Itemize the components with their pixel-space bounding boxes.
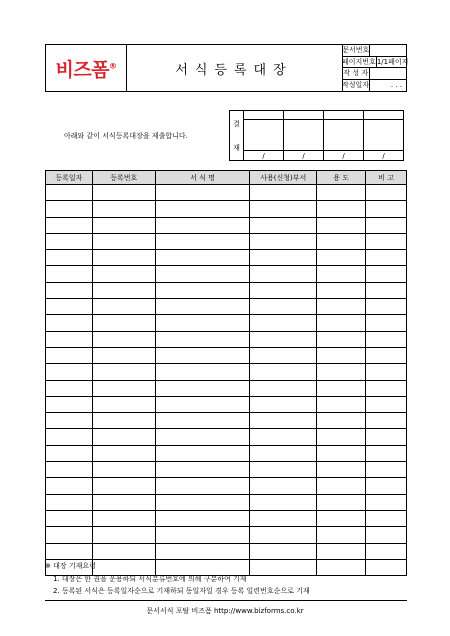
register-header-row: [46, 171, 407, 185]
footer-text: 문서서식 포탈 비즈폼 http://www.bizforms.co.kr: [146, 607, 304, 615]
table-cell: [92, 217, 155, 233]
table-cell: [366, 462, 407, 478]
document-title: 서식등록대장: [175, 62, 293, 78]
table-row: [46, 185, 407, 201]
note-item: 1. 대장은 한 권을 운용하되 서식분류번호에 의해 구분하여 기재: [53, 574, 247, 583]
table-cell: [250, 510, 317, 526]
document-info: [342, 45, 409, 91]
table-cell: [317, 347, 366, 363]
info-row-date: [342, 80, 406, 92]
approval-title-cell: [364, 111, 404, 120]
table-cell: [250, 185, 317, 201]
table-row: [46, 299, 407, 315]
table-cell: [46, 478, 93, 494]
table-cell: [250, 396, 317, 412]
table-cell: [250, 315, 317, 331]
table-cell: [317, 510, 366, 526]
table-cell: [46, 462, 93, 478]
table-cell: [366, 201, 407, 217]
table-cell: [155, 217, 250, 233]
table-cell: [92, 396, 155, 412]
register-table: [45, 170, 407, 576]
table-cell: [46, 315, 93, 331]
table-cell: [92, 364, 155, 380]
info-label: 작성일자: [342, 80, 370, 92]
table-cell: [317, 233, 366, 249]
column-header-purpose: 용 도: [317, 171, 366, 185]
table-row: [46, 217, 407, 233]
table-cell: [317, 331, 366, 347]
notes-heading: ※ 대장 기재요령: [45, 562, 96, 570]
table-cell: [46, 380, 93, 396]
table-cell: [366, 331, 407, 347]
approval-sign-cell: [324, 120, 364, 151]
table-row: [46, 429, 407, 445]
approval-date-cell: /: [244, 151, 284, 161]
table-cell: [317, 429, 366, 445]
logo-registered-mark: ®: [109, 61, 117, 71]
table-cell: [46, 543, 93, 559]
approval-label-bottom: 재: [233, 143, 240, 152]
table-cell: [46, 266, 93, 282]
document-header: [45, 44, 407, 92]
approval-date-cell: /: [364, 151, 404, 161]
table-cell: [92, 201, 155, 217]
table-cell: [250, 494, 317, 510]
table-cell: [155, 413, 250, 429]
table-cell: [366, 527, 407, 543]
column-header-form-name: 서 식 명: [155, 171, 250, 185]
table-cell: [155, 462, 250, 478]
table-cell: [317, 413, 366, 429]
logo-cell: [46, 45, 127, 91]
table-cell: [366, 364, 407, 380]
table-row: [46, 315, 407, 331]
approval-side-label: [230, 111, 244, 161]
info-value: . . .: [390, 80, 402, 89]
table-cell: [317, 201, 366, 217]
table-cell: [92, 331, 155, 347]
table-cell: [250, 331, 317, 347]
bizforms-logo: [55, 55, 116, 82]
table-cell: [155, 478, 250, 494]
table-cell: [366, 543, 407, 559]
table-cell: [366, 380, 407, 396]
table-cell: [250, 543, 317, 559]
table-cell: [46, 201, 93, 217]
table-cell: [155, 364, 250, 380]
table-cell: [250, 201, 317, 217]
info-label: 문서번호: [342, 46, 370, 54]
table-cell: [250, 527, 317, 543]
table-cell: [366, 510, 407, 526]
table-cell: [155, 282, 250, 298]
table-cell: [250, 299, 317, 315]
table-row: [46, 266, 407, 282]
table-cell: [155, 429, 250, 445]
table-cell: [250, 347, 317, 363]
table-cell: [250, 445, 317, 461]
approval-sign-cell: [284, 120, 324, 151]
table-cell: [46, 494, 93, 510]
table-cell: [317, 315, 366, 331]
table-cell: [92, 347, 155, 363]
info-label: 작 성 자: [342, 68, 370, 79]
table-row: [46, 462, 407, 478]
table-cell: [366, 347, 407, 363]
table-cell: [250, 217, 317, 233]
table-cell: [46, 185, 93, 201]
table-cell: [317, 299, 366, 315]
table-cell: [155, 347, 250, 363]
table-cell: [155, 527, 250, 543]
table-cell: [92, 478, 155, 494]
table-cell: [92, 315, 155, 331]
approval-title-cell: [284, 111, 324, 120]
table-cell: [250, 266, 317, 282]
table-cell: [155, 201, 250, 217]
info-row-doc-number: [342, 45, 406, 57]
table-cell: [366, 559, 407, 575]
table-row: [46, 347, 407, 363]
table-cell: [366, 429, 407, 445]
table-cell: [250, 282, 317, 298]
table-cell: [155, 266, 250, 282]
table-cell: [317, 282, 366, 298]
table-cell: [92, 185, 155, 201]
approval-sign-cell: [364, 120, 404, 151]
table-row: [46, 413, 407, 429]
table-cell: [366, 299, 407, 315]
approval-title-cell: [244, 111, 284, 120]
table-cell: [92, 527, 155, 543]
table-row: [46, 201, 407, 217]
table-cell: [317, 364, 366, 380]
table-cell: [366, 445, 407, 461]
info-value: [370, 68, 406, 79]
table-cell: [92, 233, 155, 249]
table-cell: [250, 233, 317, 249]
note-item: 2. 등록된 서식은 등록일자순으로 기재하되 동일자일 경우 등록 일련번호순으로 기재: [53, 587, 310, 595]
table-cell: [92, 299, 155, 315]
table-cell: [46, 331, 93, 347]
info-row-author: [342, 68, 406, 80]
table-cell: [250, 462, 317, 478]
approval-title-cell: [324, 111, 364, 120]
column-header-remarks: 비 고: [366, 171, 407, 185]
info-value: [370, 45, 406, 56]
table-cell: [46, 282, 93, 298]
table-cell: [46, 510, 93, 526]
table-row: [46, 331, 407, 347]
table-cell: [46, 527, 93, 543]
table-cell: [46, 413, 93, 429]
table-cell: [317, 380, 366, 396]
table-cell: [155, 250, 250, 266]
column-header-date: 등록일자: [46, 171, 93, 185]
table-cell: [250, 478, 317, 494]
table-cell: [92, 266, 155, 282]
table-cell: [317, 527, 366, 543]
table-cell: [92, 250, 155, 266]
table-row: [46, 510, 407, 526]
table-row: [46, 282, 407, 298]
table-row: [46, 250, 407, 266]
table-cell: [317, 478, 366, 494]
table-cell: [366, 185, 407, 201]
table-row: [46, 543, 407, 559]
table-cell: [46, 429, 93, 445]
table-cell: [366, 250, 407, 266]
table-cell: [46, 396, 93, 412]
table-cell: [92, 494, 155, 510]
register-body: [46, 185, 407, 576]
table-cell: [155, 185, 250, 201]
footer-divider: [45, 600, 407, 601]
table-cell: [46, 364, 93, 380]
approval-label-top: 결: [233, 119, 240, 128]
table-cell: [317, 266, 366, 282]
table-cell: [155, 510, 250, 526]
table-row: [46, 396, 407, 412]
intro-text: 아래와 같이 서식등록대장을 제출합니다.: [64, 132, 188, 140]
info-label: 페이지번호: [342, 57, 376, 66]
table-cell: [92, 543, 155, 559]
table-cell: [92, 413, 155, 429]
approval-date-cell: /: [284, 151, 324, 161]
notes-section: [45, 560, 310, 598]
title-cell: [126, 45, 343, 91]
table-cell: [155, 315, 250, 331]
table-cell: [317, 445, 366, 461]
table-cell: [46, 250, 93, 266]
table-cell: [366, 396, 407, 412]
table-cell: [250, 413, 317, 429]
table-cell: [317, 494, 366, 510]
table-cell: [92, 429, 155, 445]
table-cell: [250, 364, 317, 380]
table-cell: [92, 282, 155, 298]
table-row: [46, 478, 407, 494]
approval-box: [229, 110, 404, 161]
table-cell: [92, 510, 155, 526]
table-cell: [317, 250, 366, 266]
table-cell: [250, 429, 317, 445]
table-cell: [92, 380, 155, 396]
table-cell: [366, 494, 407, 510]
logo-text: 비즈폼: [55, 58, 110, 81]
info-value: 1/1페이지: [376, 57, 409, 66]
table-cell: [155, 380, 250, 396]
table-cell: [155, 494, 250, 510]
table-cell: [317, 396, 366, 412]
table-cell: [317, 217, 366, 233]
table-cell: [250, 250, 317, 266]
table-cell: [155, 331, 250, 347]
table-cell: [366, 315, 407, 331]
table-cell: [46, 445, 93, 461]
table-cell: [366, 413, 407, 429]
table-row: [46, 445, 407, 461]
column-header-department: 사용(신청)부서: [250, 171, 317, 185]
table-cell: [46, 233, 93, 249]
table-cell: [366, 282, 407, 298]
table-cell: [250, 380, 317, 396]
table-cell: [155, 299, 250, 315]
table-cell: [366, 266, 407, 282]
table-cell: [46, 217, 93, 233]
table-cell: [155, 396, 250, 412]
table-row: [46, 527, 407, 543]
approval-sign-cell: [244, 120, 284, 151]
table-cell: [366, 233, 407, 249]
column-header-number: 등록번호: [92, 171, 155, 185]
table-cell: [317, 543, 366, 559]
table-cell: [317, 462, 366, 478]
table-cell: [46, 347, 93, 363]
table-cell: [366, 478, 407, 494]
table-cell: [155, 445, 250, 461]
table-cell: [46, 299, 93, 315]
table-cell: [155, 543, 250, 559]
table-row: [46, 233, 407, 249]
table-row: [46, 364, 407, 380]
table-cell: [317, 185, 366, 201]
table-row: [46, 494, 407, 510]
table-cell: [317, 559, 366, 575]
table-row: [46, 380, 407, 396]
info-row-page-number: [342, 57, 409, 69]
approval-date-cell: /: [324, 151, 364, 161]
table-cell: [155, 233, 250, 249]
table-cell: [92, 462, 155, 478]
table-cell: [92, 445, 155, 461]
table-cell: [366, 217, 407, 233]
